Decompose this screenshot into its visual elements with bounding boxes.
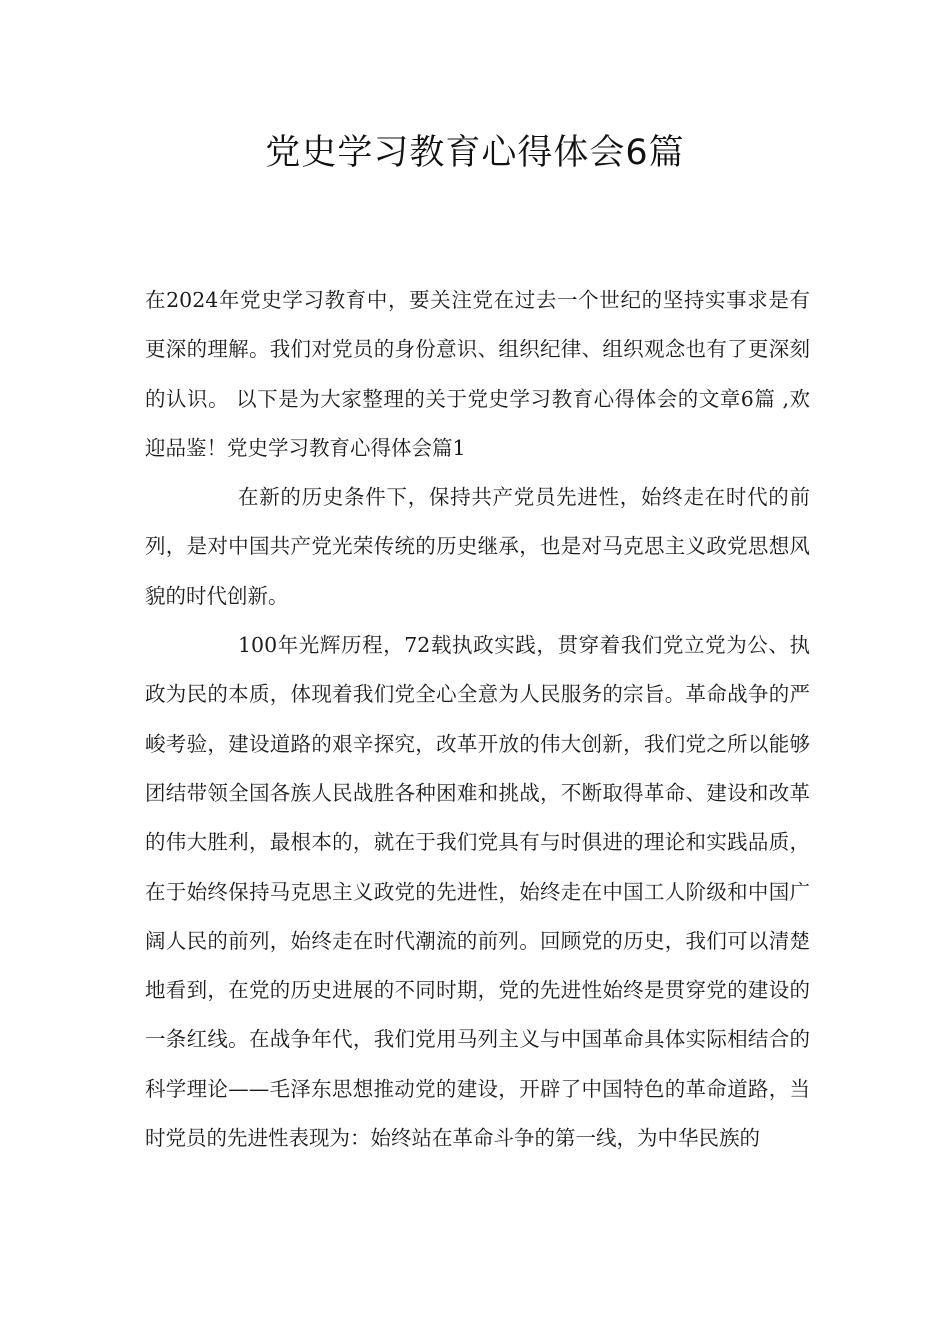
document-body (145, 276, 810, 1163)
document-title: 党史学习教育心得体会6篇 (265, 133, 685, 173)
paragraph-intro: 在2024年党史学习教育中，要关注党在过去一个世纪的坚持实事求是有更深的理解。我们对党员的身份意识、组织纪律、组织观念也有了更深刻的认识。 以下是为大家整理的关于党史学习教育心得体会的文章6篇 ,欢迎品鉴！党史学习教育心得体会篇1 (145, 288, 810, 460)
paragraph-2: 在新的历史条件下，保持共产党员先进性，始终走在时代的前列，是对中国共产党光荣传统的历史继承，也是对马克思主义政党思想风貌的时代创新。 (145, 485, 810, 608)
paragraph-3: 100年光辉历程，72载执政实践，贯穿着我们党立党为公、执政为民的本质，体现着我们党全心全意为人民服务的宗旨。革命战争的严峻考验，建设道路的艰辛探究，改革开放的伟大创新，我们党之所以能够团结带领全国各族人民战胜各种困难和挑战，不断取得革命、建设和改革的伟大胜利，最根本的，就在于我们党具有与时俱进的理论和实践品质，在于始终保持马克思主义政党的先进性，始终走在中国工人阶级和中国广阔人民的前列，始终走在时代潮流的前列。回顾党的历史，我们可以清楚地看到，在党的历史进展的不同时期，党的先进性始终是贯穿党的建设的一条红线。在战争年代，我们党用马列主义与中国革命具体实际相结合的科学理论——毛泽东思想推动党的建设，开辟了中国特色的革命道路，当时党员的先进性表现为：始终站在革命斗争的第一线，为中华民族的 (145, 633, 810, 1151)
